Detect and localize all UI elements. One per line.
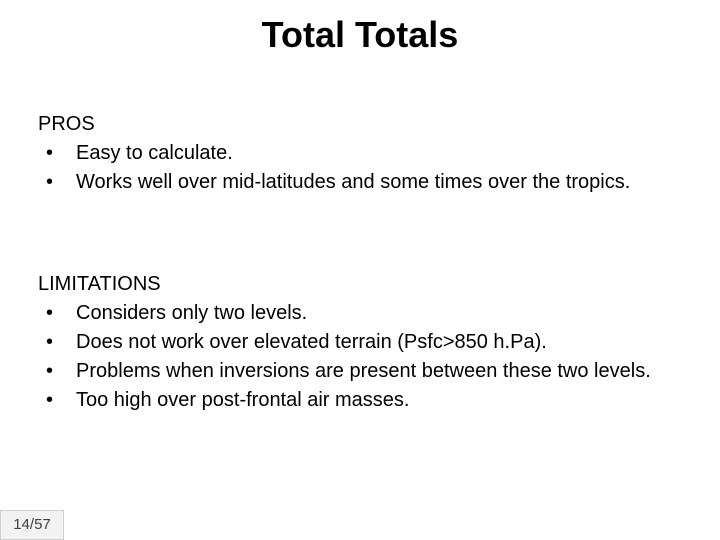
limitations-item-text: Too high over post-frontal air masses.	[76, 389, 410, 411]
bullet-icon: •	[46, 171, 54, 193]
bullet-icon: •	[46, 360, 54, 382]
pros-item	[38, 168, 656, 197]
pros-item-text: Works well over mid-latitudes and some times over the tropics.	[76, 171, 631, 193]
limitations-item-text: Problems when inversions are present between these two levels.	[76, 360, 651, 382]
bullet-icon: •	[46, 302, 54, 324]
limitations-list	[38, 299, 678, 415]
pros-item	[38, 139, 656, 168]
limitations-item	[38, 386, 656, 415]
limitations-item	[38, 328, 656, 357]
pros-heading: PROS	[38, 113, 95, 135]
pros-section	[38, 110, 678, 197]
limitations-item	[38, 357, 656, 386]
limitations-section	[38, 270, 678, 415]
bullet-icon: •	[46, 142, 54, 164]
limitations-heading: LIMITATIONS	[38, 273, 161, 295]
limitations-item-text: Considers only two levels.	[76, 302, 308, 324]
pros-list	[38, 139, 678, 197]
bullet-icon: •	[46, 331, 54, 353]
limitations-item	[38, 299, 656, 328]
page-number-badge: 14/57	[0, 510, 64, 540]
pros-item-text: Easy to calculate.	[76, 142, 233, 164]
bullet-icon: •	[46, 389, 54, 411]
limitations-item-text: Does not work over elevated terrain (Psfc>850 h.Pa).	[76, 331, 547, 353]
slide-title: Total Totals	[261, 14, 459, 55]
